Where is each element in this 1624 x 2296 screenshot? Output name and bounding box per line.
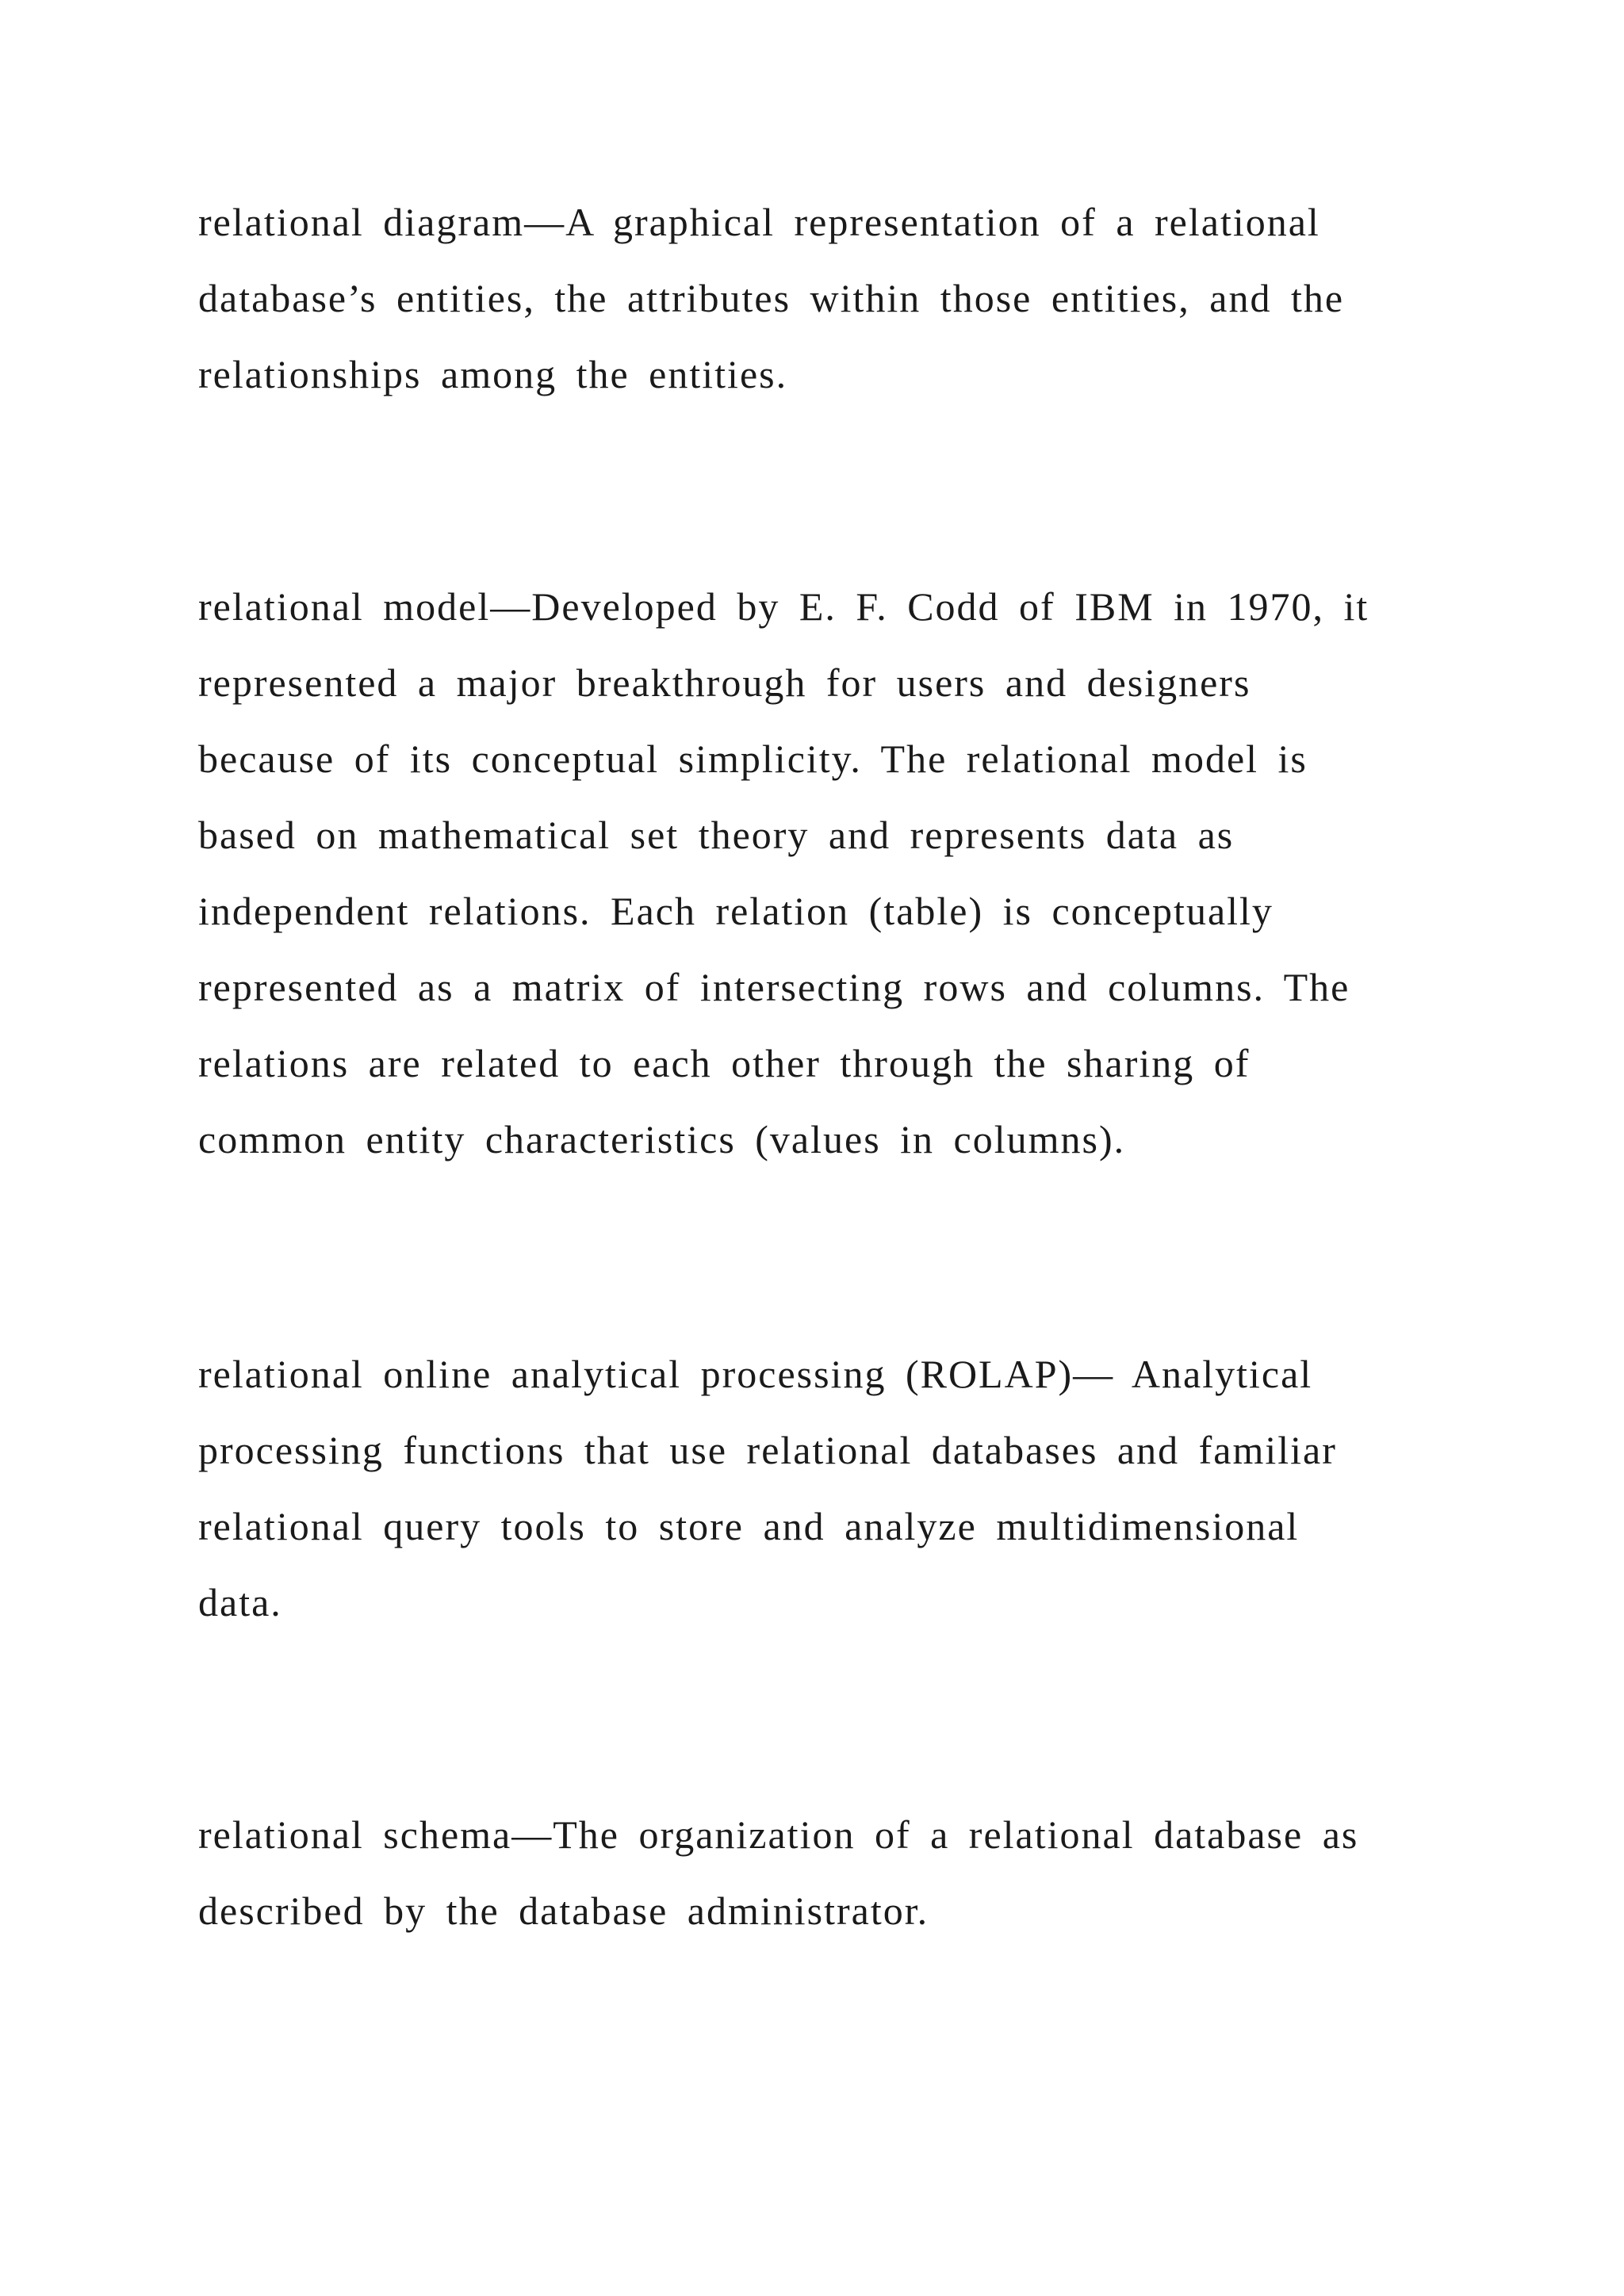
glossary-entry-relational-model <box>198 568 1435 1177</box>
glossary-entry-rolap <box>198 1336 1435 1640</box>
entry-text-line: relations are related to each other through the sharing of <box>198 1041 1251 1085</box>
entry-text-line: data. <box>198 1580 282 1624</box>
entry-text-line: relational schema—The organization of a relational database as <box>198 1812 1359 1857</box>
entry-text-line: because of its conceptual simplicity. The relational model is <box>198 737 1308 781</box>
entry-text-line: relational query tools to store and analyze multidimensional <box>198 1504 1300 1548</box>
entry-text-line: relational diagram—A graphical representation of a relational <box>198 200 1320 244</box>
glossary-entry-relational-diagram <box>198 184 1435 412</box>
entry-text-line: relational online analytical processing (ROLAP)— Analytical <box>198 1352 1313 1396</box>
entry-text-line: represented as a matrix of intersecting rows and columns. The <box>198 965 1350 1009</box>
entry-text-line: represented a major breakthrough for users and designers <box>198 660 1251 705</box>
entry-text-line: relationships among the entities. <box>198 352 788 396</box>
entry-text-line: common entity characteristics (values in columns). <box>198 1117 1126 1161</box>
entry-text-line: database’s entities, the attributes within those entities, and the <box>198 276 1345 320</box>
glossary-entry-relational-schema <box>198 1797 1435 1949</box>
entry-text-line: relational model—Developed by E. F. Codd of IBM in 1970, it <box>198 584 1369 629</box>
entry-text-line: processing functions that use relational databases and familiar <box>198 1428 1337 1472</box>
entry-text-line: described by the database administrator. <box>198 1888 929 1933</box>
entry-text-line: independent relations. Each relation (table) is conceptually <box>198 889 1274 933</box>
entry-text-line: based on mathematical set theory and represents data as <box>198 813 1235 857</box>
